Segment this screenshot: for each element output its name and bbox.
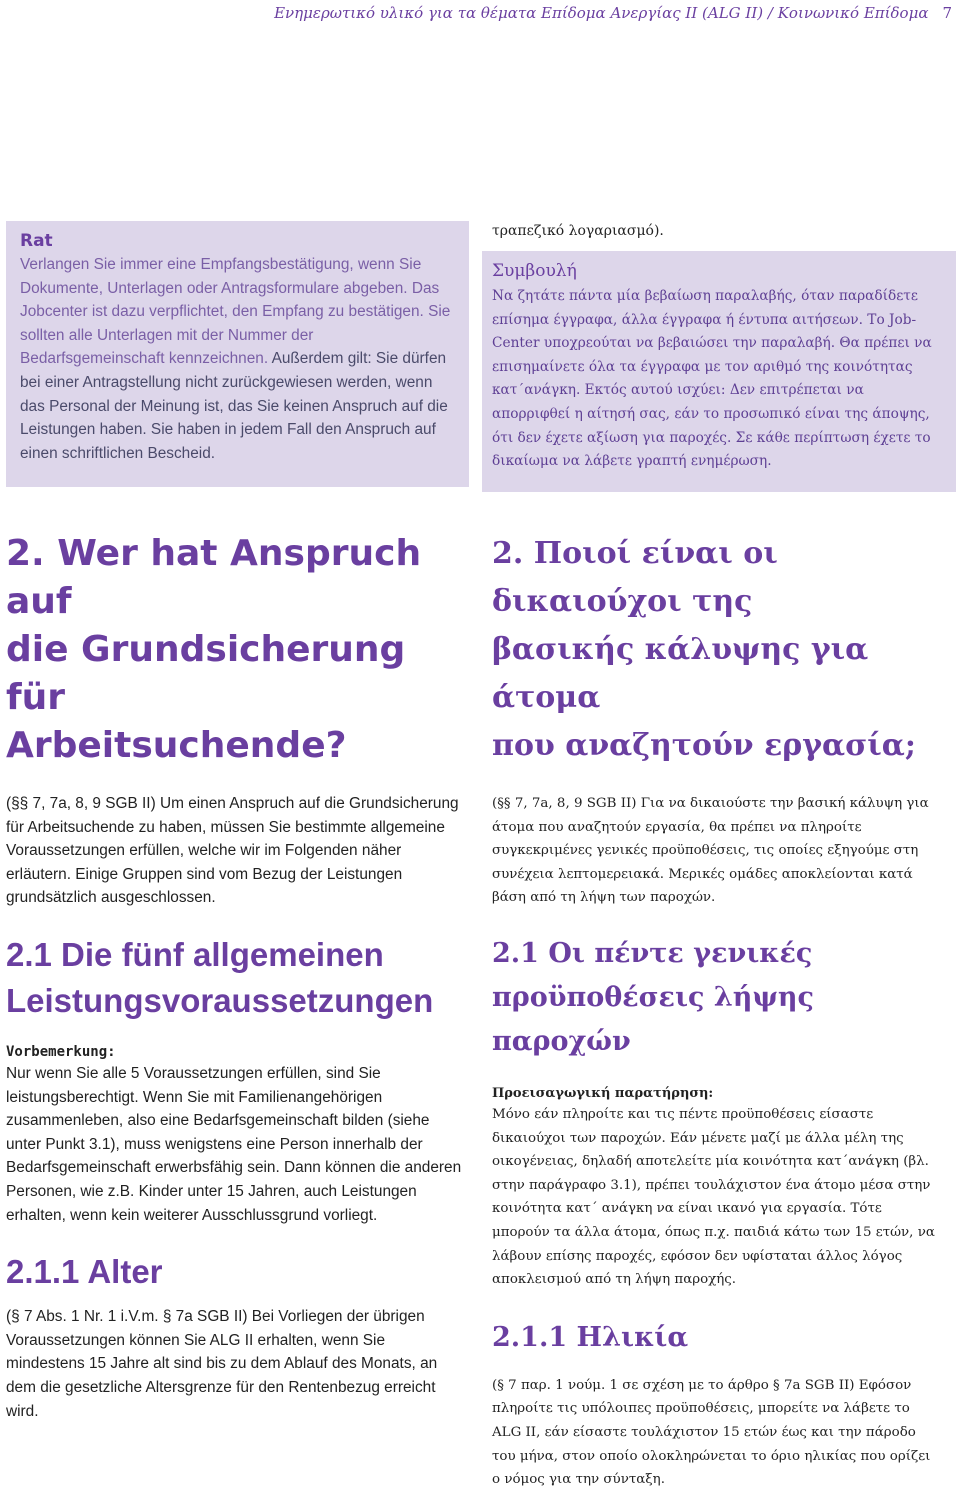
section-2-intro-de: (§§ 7, 7a, 8, 9 SGB II) Um einen Anspruch auf die Grundsicherung für Arbeitsuchende zu haben, müssen Sie bestimmte allgemeine Voraussetzungen erfüllen, welche wir im Folgenden näher erläutern. Einige Gruppen sind vom Bezug der Leistungen grundsätzlich ausgeschlossen. bbox=[6, 795, 459, 907]
section-2-heading-gr-line2: βασικής κάλυψης για άτομα bbox=[492, 632, 869, 715]
age-paragraph-gr: (§ 7 παρ. 1 νούμ. 1 σε σχέση με το άρθρο § 7a SGB II) Εφόσον πληροίτε τις υπόλοιπες προϋποθέσεις, μπορείτε να λάβετε το ALG II, εάν είσαστε τουλάχιστον 15 ετών έως και την πάροδο του μήνα, στον οποίο ολοκληρώνεται το όριο ηλικίας που ορίζει ο νόμος για την σύνταξη. bbox=[492, 1377, 931, 1488]
section-2-heading-de-line2: die Grundsicherung für bbox=[6, 629, 406, 718]
section-2-heading-gr-line1: 2. Ποιοί είναι οι δικαιούχοι της bbox=[492, 536, 778, 619]
section-2-gr bbox=[492, 530, 942, 1492]
preliminary-note-label-gr: Προεισαγωγική παρατήρηση: bbox=[492, 1085, 714, 1101]
section-21-heading-gr-line1: 2.1 Οι πέντε γενικές bbox=[492, 937, 813, 969]
carry-over-text: τραπεζικό λογαριασμό). bbox=[482, 221, 956, 251]
running-header bbox=[200, 4, 952, 22]
section-211-heading-gr: 2.1.1 Ηλικία bbox=[492, 1321, 689, 1353]
section-2-heading-de-line1: 2. Wer hat Anspruch auf bbox=[6, 533, 422, 622]
section-211-heading-de: 2.1.1 Alter bbox=[6, 1253, 163, 1291]
section-2-intro-gr: (§§ 7, 7a, 8, 9 SGB II) Για να δικαιούστε την βασική κάλυψη για άτομα που αναζητούν εργασία, θα πρέπει να πληροίτε συγκεκριμένες γενικές προϋποθέσεις, τις οποίες εξηγούμε στη συνέχεια λεπτομερειακά. Μερικές ομάδες αποκλείονται κατά βάση από τη λήψη των παροχών. bbox=[492, 796, 929, 906]
tip-body-de-part1: Verlangen Sie immer eine Empfangsbestätigung, wenn Sie Dokumente, Unterlagen oder Antragsformulare abgeben. Das Jobcenter ist dazu verpflichtet, den Empfang zu bestätigen. Sie sollten alle Unterlagen mit der Nummer der Bedarfsgemeinschaft kennzeichnen. bbox=[20, 256, 451, 368]
header-title: Ενημερωτικό υλικό για τα θέματα Επίδομα Ανεργίας ΙΙ (ALG II) / Κοινωνικό Επίδομα bbox=[274, 4, 929, 22]
section-21-heading-gr bbox=[492, 932, 942, 1064]
tip-box-de bbox=[6, 221, 469, 487]
section-21-heading-gr-line2: προϋποθέσεις λήψης παροχών bbox=[492, 981, 814, 1057]
section-2-heading-gr-line3: που αναζητούν εργασία; bbox=[492, 728, 916, 763]
tip-body-de-part2: Außerdem gilt: Sie dürfen bei einer Antragstellung nicht zurückgewiesen werden, wenn das Personal der Meinung ist, das Sie keinen Anspruch auf die Leistungen haben. Sie haben in jedem Fall den Anspruch auf einen schriftlichen Bescheid. bbox=[20, 350, 448, 462]
preliminary-note-gr: Μόνο εάν πληροίτε και τις πέντε προϋποθέσεις είσαστε δικαιούχοι των παροχών. Εάν μένετε μαζί με άλλα μέλη της οικογένειας, δηλαδή αποτελείτε μία κοινότητα κατ΄ανάγκη (βλ. στην παράγραφο 3.1), πρέπει τουλάχιστον ένα άτομο μέσα στην κοινότητα κατ΄ ανάγκη να είναι ικανό για εργασία. Τότε μπορούν τα άλλα άτομα, όπως π.χ. παιδιά κάτω των 15 ετών, να λάβουν επίσης παροχές, εφόσον δεν υφίσταται άλλος λόγος αποκλεισμού από τη λήψη παροχής. bbox=[492, 1106, 935, 1288]
page-number: 7 bbox=[942, 4, 952, 22]
tip-box-gr bbox=[482, 221, 956, 492]
section-2-heading-gr bbox=[492, 530, 942, 770]
tip-title-gr: Συμβουλή bbox=[492, 261, 577, 281]
section-21-heading-de-line1: 2.1 Die fünf allgemeinen bbox=[6, 935, 384, 973]
tip-title-de: Rat bbox=[20, 231, 53, 251]
section-21-heading-de bbox=[6, 932, 468, 1024]
preliminary-note-label-de: Vorbemerkung: bbox=[6, 1043, 116, 1060]
tip-body-de bbox=[20, 253, 453, 465]
section-21-heading-de-line2: Leistungsvoraussetzungen bbox=[6, 981, 434, 1019]
section-2-heading-de-line3: Arbeitsuchende? bbox=[6, 725, 347, 766]
section-2-heading-de bbox=[6, 530, 468, 770]
section-2-de bbox=[6, 530, 468, 1423]
preliminary-note-de: Nur wenn Sie alle 5 Voraussetzungen erfüllen, sind Sie leistungsberechtigt. Wenn Sie mit Familienangehörigen zusammenleben, also eine Bedarfsgemeinschaft bilden (siehe unter Punkt 3.1), muss wenigstens eine Person innerhalb der Bedarfsgemeinschaft erwerbsfähig sein. Dann können die anderen Personen, wie z.B. Kinder unter 15 Jahren, auch Leistungen erhalten, wenn kein weiterer Ausschlussgrund vorliegt. bbox=[6, 1064, 462, 1224]
tip-body-gr: Να ζητάτε πάντα μία βεβαίωση παραλαβής, όταν παραδίδετε επίσημα έγγραφα, άλλα έγγραφα ή έντυπα αιτήσεων. Το Job-Center υποχρεούται να βεβαιώσει την παραλαβή. Θα πρέπει να επισημαίνετε όλα τα έγγραφα με τον αριθμό της κοινότητας κατ΄ανάγκη. Εκτός αυτού ισχύει: Δεν επιτρέπεται να απορριφθεί η αίτησή σας, εάν το προσωπικό είναι της άποψης, ότι δεν έχετε αξίωση για παροχές. Σε κάθε περίπτωση έχετε το δικαίωμα να λάβετε γραπτή ενημέρωση. bbox=[492, 288, 932, 470]
age-paragraph-de: (§ 7 Abs. 1 Nr. 1 i.V.m. § 7a SGB II) Bei Vorliegen der übrigen Voraussetzungen können Sie ALG II erhalten, wenn Sie mindestens 15 Jahre alt sind bis zu dem Ablauf des Monats, an dem die gesetzliche Altersgrenze für den Rentenbezug erreicht wird. bbox=[6, 1308, 438, 1420]
